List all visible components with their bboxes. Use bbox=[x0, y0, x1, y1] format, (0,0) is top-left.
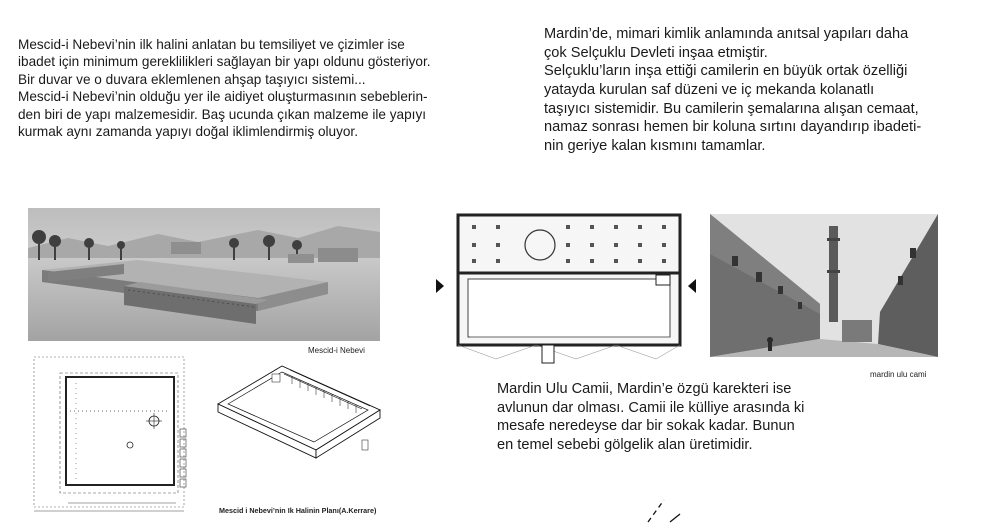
caption-mardin-ulu-cami: mardin ulu cami bbox=[870, 370, 927, 379]
caption-mescid-nebevi: Mescid-i Nebevi bbox=[308, 346, 365, 355]
mardin-ulu-cami-paragraph: Mardin Ulu Camii, Mardin’e özgü karekteri ise avlunun dar olması. Camii ile külliye arasında ki mesafe neredeyse dar bir sokak kadar. Bunun en temel sebebi gölgelik alan üretimidir. bbox=[497, 381, 805, 454]
caption-mescid-plan: Mescid i Nebevi’nin Ik Halinin Planı(A.Kerrare) bbox=[219, 506, 377, 515]
arrow-right-icon bbox=[436, 279, 444, 293]
mardin-ulu-cami-plan bbox=[456, 213, 682, 365]
intro-paragraph-mescid: Mescid-i Nebevi’nin ilk halini anlatan bu temsiliyet ve çizimler ise ibadet için minimum gereklilikleri sağlayan bir yapı oldunu gösteriyor. Bir duvar ve o duvara eklemlenen ahşap taşıyıcı sistemi... Mescid-i Nebevi’nin olduğu yer ile aidiyet oluşturmasının sebeblerin- den biri de yapı malzemesidir. Baş ucunda çıkan malzeme ile yapıyı kurmak aynı zamanda yapıyı doğal iklimlendirmiş oluyor. bbox=[18, 37, 431, 139]
mescid-axonometric-drawing bbox=[212, 354, 382, 502]
decorative-dashes bbox=[640, 492, 690, 524]
mescid-plan-drawing bbox=[30, 353, 190, 516]
mardin-ulu-cami-photo bbox=[710, 214, 938, 357]
mescid-nebevi-photo bbox=[28, 208, 380, 341]
intro-paragraph-mardin: Mardin’de, mimari kimlik anlamında anıtsal yapıları daha çok Selçuklu Devleti inşaa etmiştir. Selçuklu’ların inşa ettiği camilerin en büyük ortak özelliği yatayda kurulan saf düzeni ve iç mekanda kolanatlı taşıyıcı sistemidir. Bu camilerin şemalarına alışan cemaat, namaz sonrası hemen bir koluna sırtını dayandırıp ibadeti- nin geriye kalan kısmını tamamlar. bbox=[544, 26, 922, 155]
arrow-left-icon bbox=[688, 279, 696, 293]
